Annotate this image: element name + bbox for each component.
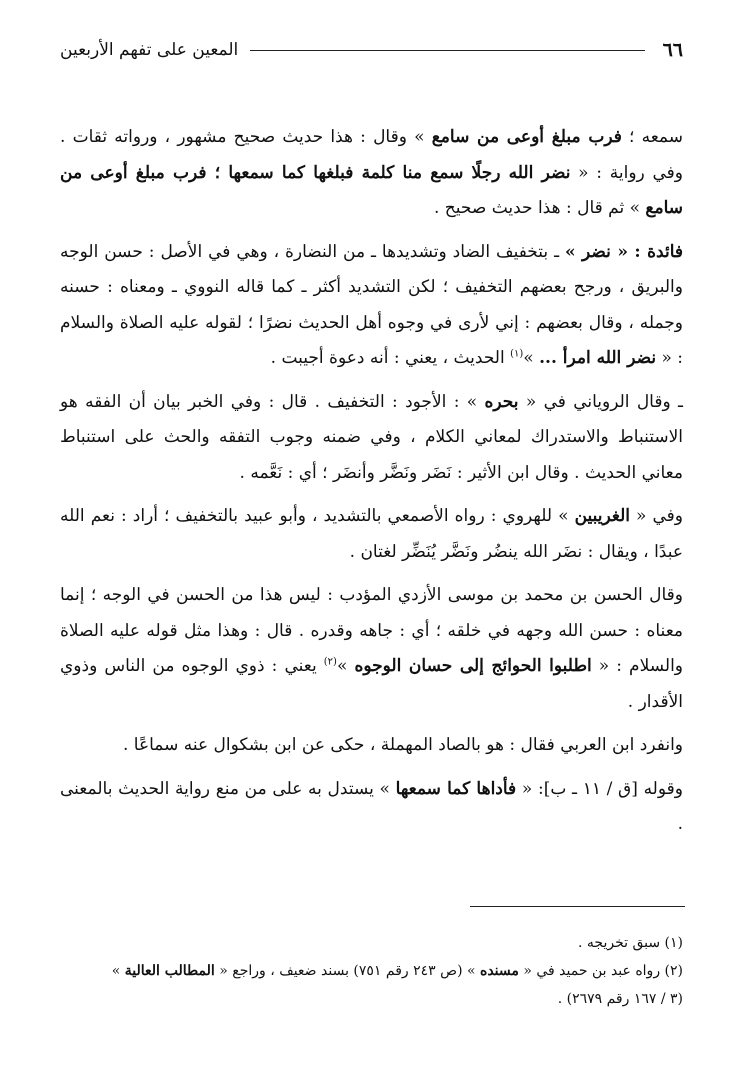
book-title: مسنده xyxy=(480,963,519,979)
paragraph-2 xyxy=(60,235,683,377)
text-run: » xyxy=(336,656,355,676)
hadith-quote: فرب مبلغ أوعى من سامع xyxy=(431,127,622,147)
footnote-ref-2[interactable]: (٢) xyxy=(323,656,337,668)
footnote-separator xyxy=(470,906,685,907)
book-title: بحره xyxy=(484,391,519,412)
text-run: وانفرد ابن العربي فقال : هو بالصاد المهملة ، حكى عن ابن بشكوال عنه سماعًا . xyxy=(122,735,683,755)
hadith-quote: اطلبوا الحوائج إلى حسان الوجوه xyxy=(354,656,592,676)
text-run: » وقال : هذا حديث صحيح مشهور ، ورواته ثقات . وفي رواية : « xyxy=(60,127,684,183)
hadith-quote: فأداها كما سمعها xyxy=(395,778,517,799)
text-run: » xyxy=(111,963,125,979)
page-number: ٦٦ xyxy=(662,39,683,61)
hadith-quote: نضر الله امرأ ... xyxy=(539,348,657,368)
text-run: يعني : ذوي الوجوه من الناس وذوي الأقدار . xyxy=(60,656,683,712)
hadith-quote: نضر الله رجلًا سمع منا كلمة فبلغها كما سمعها ؛ فرب مبلغ أوعى من سامع xyxy=(60,162,683,218)
text-run: سمعه ؛ xyxy=(621,127,684,147)
footnote-2-continued: (٣ / ١٦٧ رقم ٢٦٧٩) . xyxy=(557,991,683,1007)
book-title: الغريبين xyxy=(574,506,630,526)
running-title: المعين على تفهم الأربعين xyxy=(60,40,239,60)
text-run: » xyxy=(523,348,540,368)
text-run: » (ص ٢٤٣ رقم ٧٥١) بسند ضعيف ، وراجع « xyxy=(214,963,480,979)
paragraph-6 xyxy=(60,728,683,764)
text-run: » ثم قال : هذا حديث صحيح . xyxy=(433,198,646,218)
text-run: وقوله [ق / ١١ ـ ب]: « xyxy=(516,778,683,799)
text-run: وقال الحسن بن محمد بن موسى الأزدي المؤدب : ليس هذا من الحسن في الوجه ؛ إنما معناه : حسن الله وجهه في خلقه ؛ أي : جاهه وقدره . قال : وهذا مثل قوله عليه الصلاة والسلام : « xyxy=(60,585,684,676)
page-body xyxy=(60,120,683,843)
text-run: » يستدل به على من منع رواية الحديث بالمعنى . xyxy=(60,778,683,834)
paragraph-3 xyxy=(60,385,683,492)
page-header xyxy=(60,30,683,70)
text-run: ـ وقال الروياني في « xyxy=(518,391,684,412)
paragraph-1 xyxy=(60,120,683,227)
text-run: » : الأجود : التخفيف . قال : وفي الخبر بيان أن الفقه هو الاستنباط والاستدراك لمعاني الكلام ، وفي ضمنه وجوب التفقه والحث على استنباط معاني الحديث . وقال ابن الأثير : نَضَر ونَضَّر وأنضَر ؛ أي : نَعَّمه . xyxy=(60,391,683,483)
fawaid-heading: فائدة : « نضر » xyxy=(564,241,684,262)
header-rule xyxy=(250,50,644,51)
footnotes xyxy=(60,929,683,1013)
text-run: الحديث ، يعني : أنه دعوة أجيبت . xyxy=(270,348,511,368)
paragraph-7 xyxy=(60,772,683,843)
footnote-2 xyxy=(60,957,683,985)
paragraph-4 xyxy=(60,499,683,570)
paragraph-5 xyxy=(60,578,683,720)
book-title: المطالب العالية xyxy=(124,963,215,979)
text-run: وفي « xyxy=(629,506,683,526)
footnote-1: (١) سبق تخريجه . xyxy=(578,935,683,951)
footnote-ref-1[interactable]: (١) xyxy=(510,348,524,360)
text-run: (٢) رواه عبد بن حميد في « xyxy=(518,963,683,979)
text-run: ـ بتخفيف الضاد وتشديدها ـ من النضارة ، وهي في الأصل : حسن الوجه والبريق ، ورجح بعضهم التخفيف ؛ لكن التشديد أكثر ـ كما قاله النووي ـ ومعناه : حسنه وجمله ، وقال بعضهم : إني لأرى في وجوه أهل الحديث نضرًا ؛ لقوله عليه الصلاة والسلام : « xyxy=(60,241,683,368)
text-run: » للهروي : رواه الأصمعي بالتشديد ، وأبو عبيد بالتخفيف ؛ أراد : نعم الله عبدًا ، ويقال : نضَر الله ينضُر ونَضَّر يُنَضِّر لغتان . xyxy=(60,506,683,562)
